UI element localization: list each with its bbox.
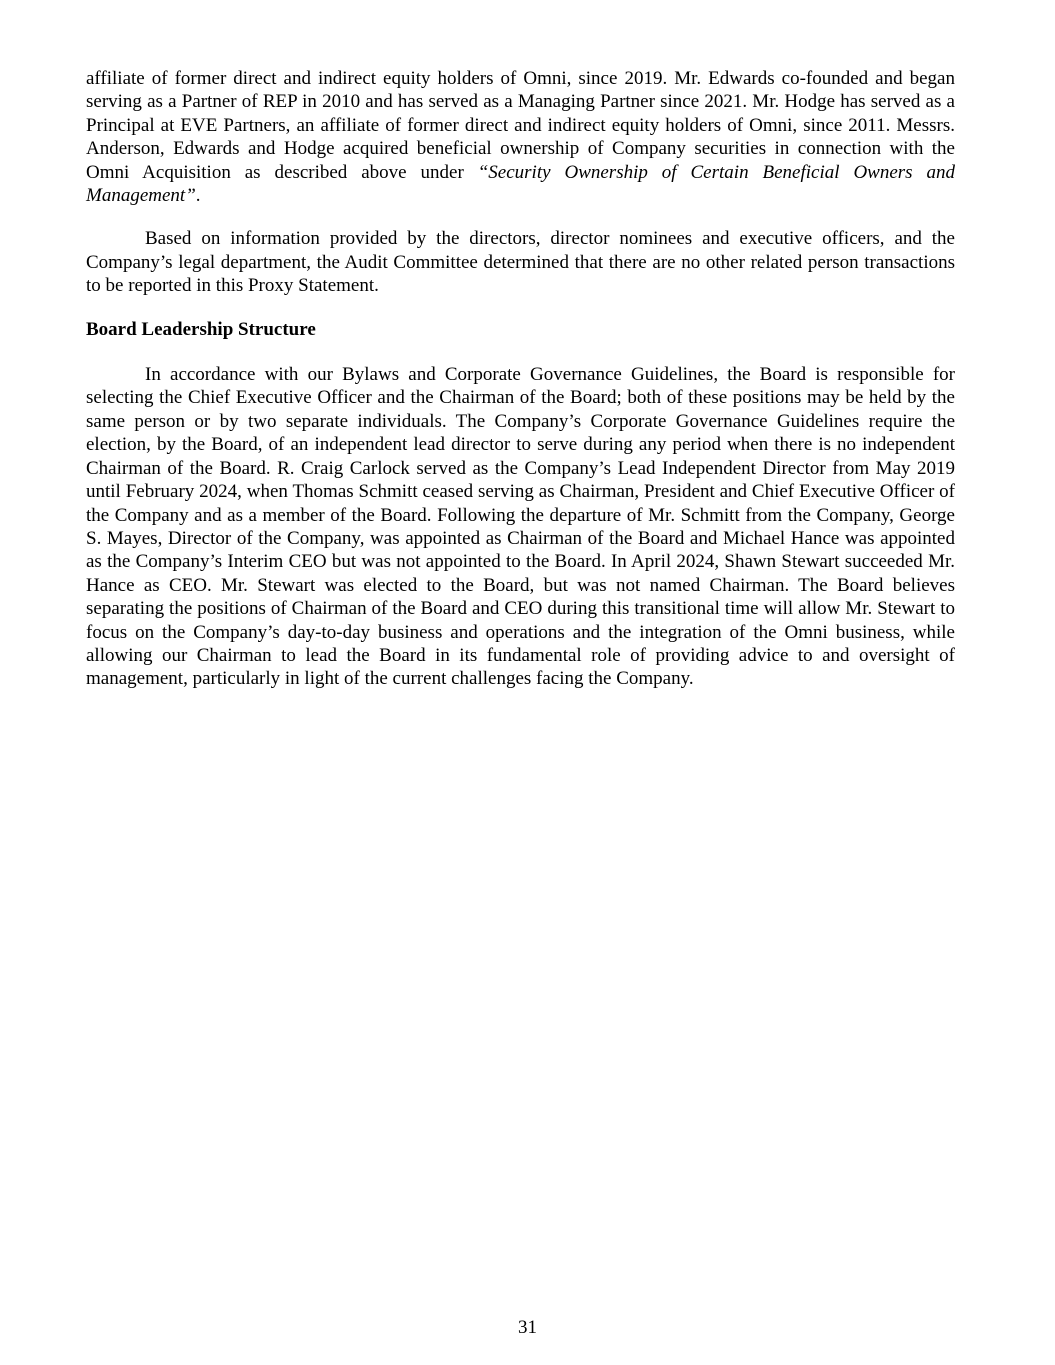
page-content [86, 67, 955, 711]
paragraph-board-leadership: In accordance with our Bylaws and Corporate Governance Guidelines, the Board is responsible for selecting the Chief Executive Officer and the Chairman of the Board; both of these positions may be held by the same person or by two separate individuals. The Company’s Corporate Governance Guidelines require the election, by the Board, of an independent lead director to serve during any period when there is no independent Chairman of the Board. R. Craig Carlock served as the Company’s Lead Independent Director from May 2019 until February 2024, when Thomas Schmitt ceased serving as Chairman, President and Chief Executive Officer of the Company and as a member of the Board. Following the departure of Mr. Schmitt from the Company, George S. Mayes, Director of the Company, was appointed as Chairman of the Board and Michael Hance was appointed as the Company’s Interim CEO but was not appointed to the Board. In April 2024, Shawn Stewart succeeded Mr. Hance as CEO. Mr. Stewart was elected to the Board, but was not named Chairman. The Board believes separating the positions of Chairman of the Board and CEO during this transitional time will allow Mr. Stewart to focus on the Company’s day-to-day business and operations and the integration of the Omni business, while allowing our Chairman to lead the Board in its fundamental role of providing advice to and oversight of management, particularly in light of the current challenges facing the Company. [86, 364, 955, 690]
page-number: 31 [518, 1317, 537, 1338]
paragraph-text-after-reference: . [195, 185, 201, 207]
paragraph-equity-holders [86, 67, 955, 207]
cross-reference-italic: “Security Ownership of Certain Beneficial Owners and Management” [86, 161, 955, 207]
section-heading-board-leadership-structure: Board Leadership Structure [86, 318, 316, 340]
paragraph-audit-committee: Based on information provided by the directors, director nominees and executive officers, and the Company’s legal department, the Audit Committee determined that there are no other related person transactions to be reported in this Proxy Statement. [86, 228, 955, 297]
paragraph-text-before-reference: affiliate of former direct and indirect equity holders of Omni, since 2019. Mr. Edwards co-founded and began serving as a Partner of REP in 2010 and has served as a Managing Partner since 2021. Mr. Hodge has served as a Principal at EVE Partners, an affiliate of former direct and indirect equity holders of Omni, since 2011. Messrs. Anderson, Edwards and Hodge acquired beneficial ownership of Company securities in connection with the Omni Acquisition as described above under [86, 68, 955, 183]
